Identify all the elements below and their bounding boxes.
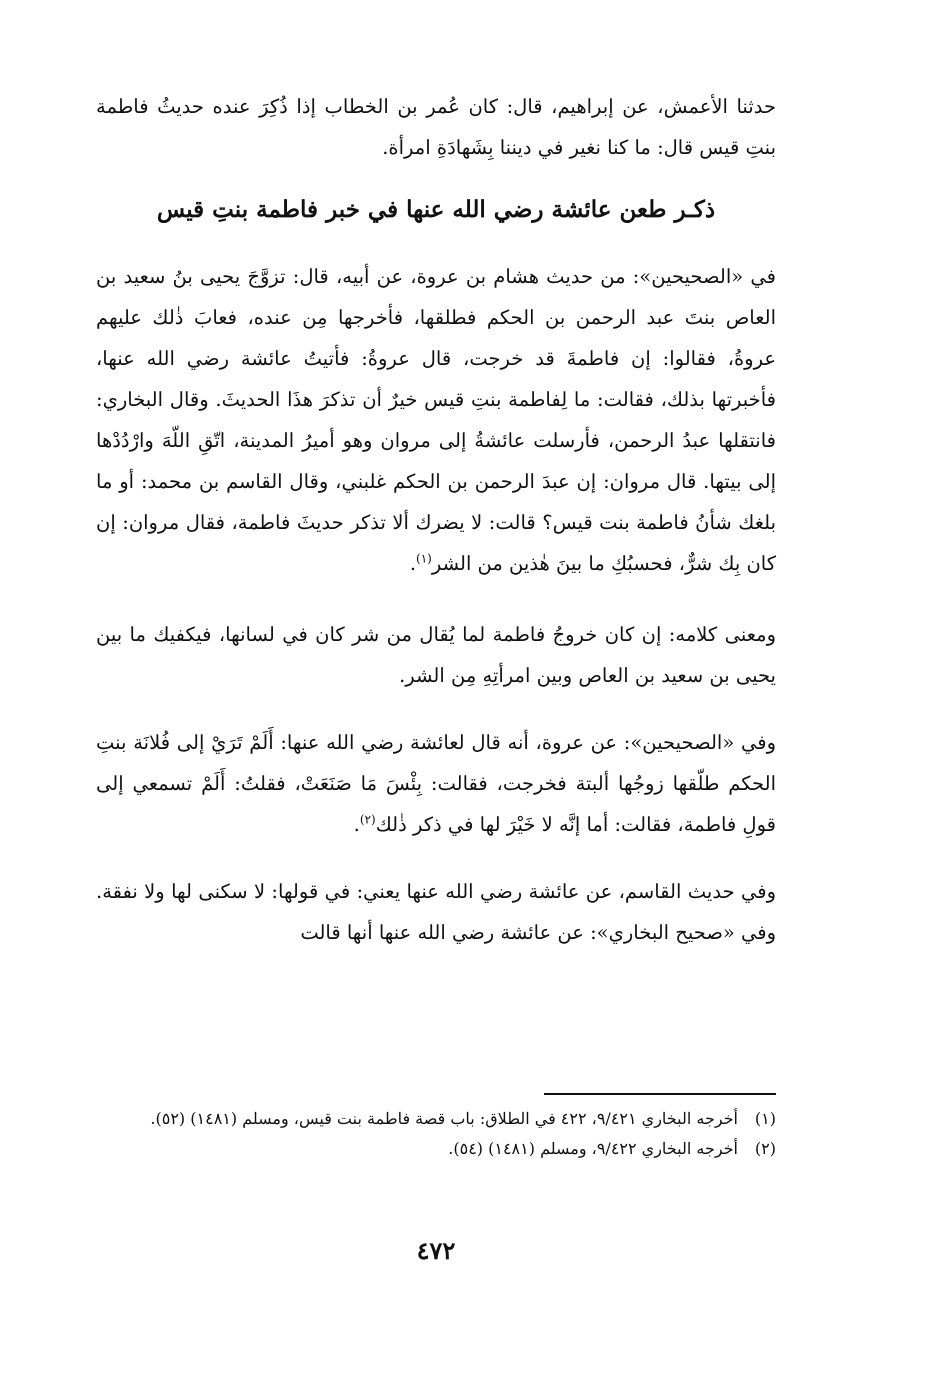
- footnote-2-number: (٢): [754, 1139, 776, 1158]
- footnote-1: [96, 1104, 776, 1134]
- hadith-paragraph-1: [96, 256, 776, 584]
- footnote-ref-2: (٢): [359, 812, 376, 827]
- hadith-2-end: .: [353, 813, 360, 836]
- page-number: ٤٧٢: [416, 1236, 456, 1265]
- intro-paragraph: حدثنا الأعمش، عن إبراهيم، قال: كان عُمر بن الخطاب إذا ذُكِرَ عنده حديثُ فاطمة بنتِ قيس قال: ما كنا نغير في ديننا بِشَهادَةِ امرأة.: [96, 95, 776, 159]
- footnote-divider: [544, 1093, 776, 1095]
- footnote-2-text: أخرجه البخاري ٩/٤٢٢، ومسلم (١٤٨١) (٥٤).: [448, 1139, 738, 1158]
- hadith-paragraph-2: [96, 722, 776, 845]
- footnote-2: [96, 1134, 776, 1164]
- footnote-1-text: أخرجه البخاري ٩/٤٢١، ٤٢٢ في الطلاق: باب قصة فاطمة بنت قيس، ومسلم (١٤٨١) (٥٢).: [150, 1109, 738, 1128]
- hadith-1-text: في «الصحيحين»: من حديث هشام بن عروة، عن أبيه، قال: تزوَّجَ يحيى بنُ سعيد بن العاص بنتَ عبد الرحمن بن الحكم فطلقها، فأخرجها مِن عنده، فعابَ ذٰلك عليهم عروةُ، فقالوا: إن فاطمةَ قد خرجت، قال عروةُ: فأتيتُ عائشة رضي الله عنها، فأخبرتها بذلك، فقالت: ما لِفاطمة بنتِ قيس خيرٌ أن تذكرَ هذَا الحديثَ. وقال البخاري: فانتقلها عبدُ الرحمن، فأرسلت عائشةُ إلى مروان وهو أميرُ المدينة، اتّقِ اللّهَ وارْدُدْها إلى بيتها. قال مروان: إن عبدَ الرحمن بن الحكم غلبني، وقال القاسم بن محمد: أو ما بلغك شأنُ فاطمة بنت قيس؟ قالت: لا يضرك ألا تذكر حديثَ فاطمة، فقال مروان: إن كان بِك شرٌّ، فحسبُكِ ما بينَ هٰذين من الشر: [96, 265, 776, 575]
- hadith-1-end: .: [409, 552, 417, 575]
- continuation-paragraph: وفي حديث القاسم، عن عائشة رضي الله عنها يعني: في قولها: لا سكنى لها ولا نفقة. وفي «صحيح البخاري»: عن عائشة رضي الله عنها أنها قالت: [96, 880, 776, 944]
- footnotes: [96, 1104, 776, 1164]
- footnote-1-number: (١): [754, 1109, 776, 1128]
- hadith-2-text: وفي «الصحيحين»: عن عروة، أنه قال لعائشة رضي الله عنها: أَلَمْ تَرَيْ إلى فُلانَة بنتِ الحكم طلّقها زوجُها ألبتة فخرجت، فقالت: بِئْسَ مَا صَنَعَتْ، فقلتُ: أَلَمْ تسمعي إلى قولِ فاطمة، فقالت: أما إنَّه لا خَيْرَ لها في ذكر ذٰلك: [96, 731, 776, 836]
- footnote-ref-1: (١): [416, 551, 432, 566]
- section-heading: ذكـر طعن عائشة رضي الله عنها في خبر فاطمة بنتِ قيس: [156, 196, 716, 223]
- meaning-paragraph: ومعنى كلامه: إن كان خروجُ فاطمة لما يُقال من شر كان في لسانها، فيكفيك ما بين يحيى بن سعيد بن العاص وبين امرأتِهِ مِن الشر.: [96, 623, 776, 687]
- book-page: [96, 86, 776, 1265]
